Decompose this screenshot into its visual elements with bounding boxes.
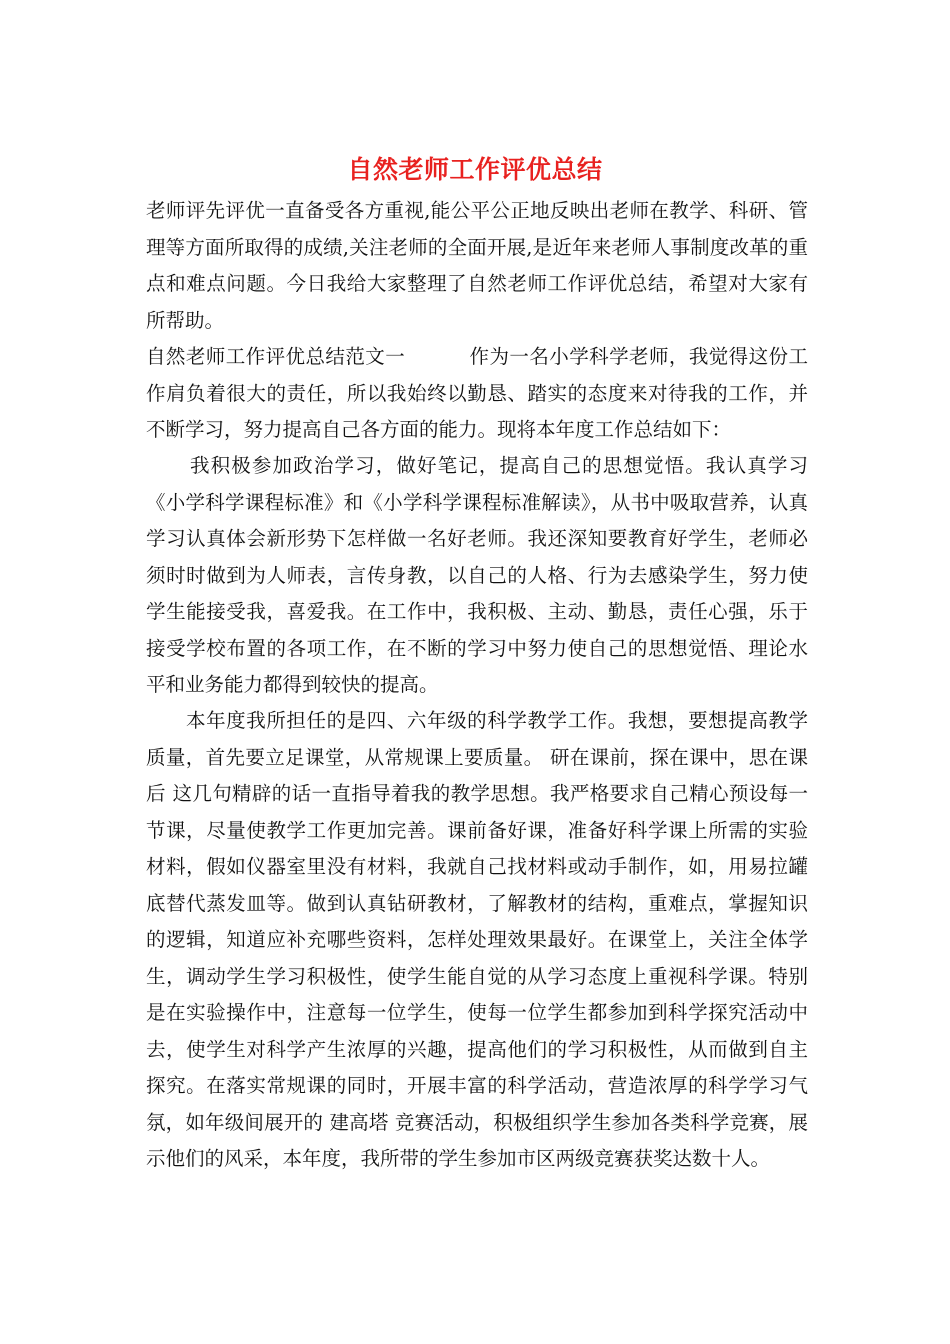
intro-paragraph: 老师评先评优一直备受各方重视,能公平公正地反映出老师在教学、科研、管理等方面所取得的成绩,关注老师的全面开展,是近年来老师人事制度改革的重点和难点问题。今日我给大家整理了自然老师工作评优总结，希望对大家有所帮助。 — [146, 199, 808, 332]
sample-paragraph — [146, 339, 808, 449]
body-paragraph-2: 本年度我所担任的是四、六年级的科学教学工作。我想，要想提高教学质量，首先要立足课堂，从常规课上要质量。 研在课前，探在课中，思在课后 这几句精辟的话一直指导着我的教学思想。我严格要求自己精心预设每一节课，尽量使教学工作更加完善。课前备好课，准备好科学课上所需的实验材料，假如仪器室里没有材料，我就自己找材料或动手制作，如，用易拉罐底替代蒸发皿等。做到认真钻研教材，了解教材的结构，重难点，掌握知识的逻辑，知道应补充哪些资料，怎样处理效果最好。在课堂上，关注全体学生，调动学生学习积极性，使学生能自觉的从学习态度上重视科学课。特别是在实验操作中，注意每一位学生，使每一位学生都参加到科学探究活动中去，使学生对科学产生浓厚的兴趣，提高他们的学习积极性，从而做到自主探究。在落实常规课的同时，开展丰富的科学活动，营造浓厚的科学学习气氛，如年级间展开的 建高塔 竞赛活动，积极组织学生参加各类科学竞赛，展示他们的风采，本年度，我所带的学生参加市区两级竞赛获奖达数十人。 — [146, 709, 808, 1170]
sample-heading: 自然老师工作评优总结范文一 — [146, 345, 406, 368]
sample-opening: 作为一名小学科学老师，我觉得这份工作肩负着很大的责任，所以我始终以勤恳、踏实的态度来对待我的工作，并不断学习，努力提高自己各方面的能力。现将本年度工作总结如下： — [146, 345, 808, 441]
document-title: 自然老师工作评优总结 — [347, 155, 603, 184]
body-paragraph-1: 我积极参加政治学习，做好笔记，提高自己的思想觉悟。我认真学习《小学科学课程标准》和《小学科学课程标准解读》，从书中吸取营养，认真学习认真体会新形势下怎样做一名好老师。我还深知要教育好学生，老师必须时时做到为人师表，言传身教，以自己的人格、行为去感染学生，努力使学生能接受我，喜爱我。在工作中，我积极、主动、勤恳，责任心强，乐于接受学校布置的各项工作，在不断的学习中努力使自己的思想觉悟、理论水平和业务能力都得到较快的提高。 — [146, 454, 808, 696]
